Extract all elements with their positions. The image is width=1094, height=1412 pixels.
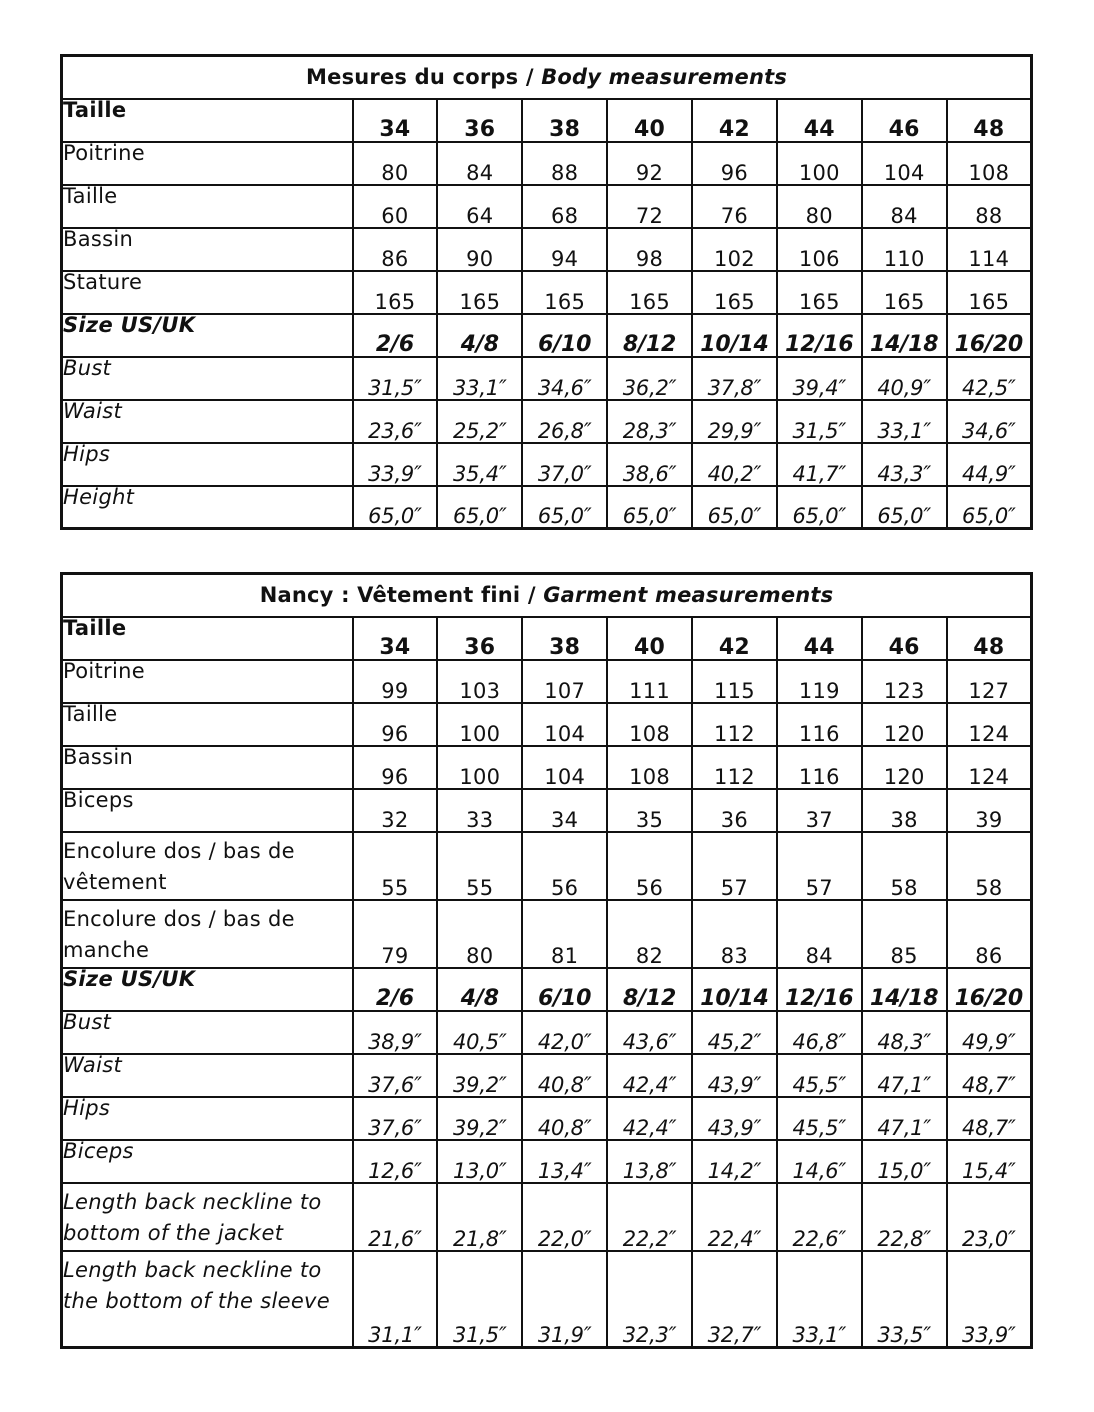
table-cell: 56 bbox=[522, 832, 607, 900]
row-label: Biceps bbox=[62, 1140, 353, 1183]
table-cell: 84 bbox=[777, 900, 862, 968]
table-cell: 14/18 bbox=[862, 314, 947, 357]
table-cell: 99 bbox=[353, 660, 438, 703]
row-label: Waist bbox=[62, 1054, 353, 1097]
table-cell: 76 bbox=[692, 185, 777, 228]
row-label: Poitrine bbox=[62, 660, 353, 703]
table-cell: 38 bbox=[522, 99, 607, 142]
table-cell: 37,8″ bbox=[692, 357, 777, 400]
table-cell: 115 bbox=[692, 660, 777, 703]
row-label: Hips bbox=[62, 443, 353, 486]
table-cell: 6/10 bbox=[522, 314, 607, 357]
table-cell: 60 bbox=[353, 185, 438, 228]
table-cell: 111 bbox=[607, 660, 692, 703]
table-cell: 25,2″ bbox=[437, 400, 522, 443]
table-cell: 29,9″ bbox=[692, 400, 777, 443]
table-cell: 57 bbox=[777, 832, 862, 900]
table-cell: 65,0″ bbox=[777, 486, 862, 529]
table-cell: 57 bbox=[692, 832, 777, 900]
table-cell: 48,7″ bbox=[947, 1054, 1032, 1097]
table-cell: 165 bbox=[437, 271, 522, 314]
table-row bbox=[62, 1054, 1032, 1097]
table-cell: 14,6″ bbox=[777, 1140, 862, 1183]
table-cell: 98 bbox=[607, 228, 692, 271]
table-cell: 40 bbox=[607, 99, 692, 142]
row-label: Taille bbox=[62, 99, 353, 142]
table-cell: 45,5″ bbox=[777, 1097, 862, 1140]
table-cell: 41,7″ bbox=[777, 443, 862, 486]
table-cell: 37,6″ bbox=[353, 1097, 438, 1140]
table-cell: 13,0″ bbox=[437, 1140, 522, 1183]
table-cell: 65,0″ bbox=[692, 486, 777, 529]
table-cell: 32,3″ bbox=[607, 1251, 692, 1348]
table-cell: 34,6″ bbox=[522, 357, 607, 400]
table-row bbox=[62, 1183, 1032, 1251]
table-cell: 124 bbox=[947, 703, 1032, 746]
table-cell: 12/16 bbox=[777, 968, 862, 1011]
table-cell: 123 bbox=[862, 660, 947, 703]
table-cell: 33,9″ bbox=[947, 1251, 1032, 1348]
table-cell: 45,2″ bbox=[692, 1011, 777, 1054]
row-label: Size US/UK bbox=[62, 968, 353, 1011]
table-row bbox=[62, 1140, 1032, 1183]
table-cell: 79 bbox=[353, 900, 438, 968]
table-cell: 104 bbox=[522, 703, 607, 746]
table-cell: 36,2″ bbox=[607, 357, 692, 400]
table-cell: 116 bbox=[777, 746, 862, 789]
table-cell: 119 bbox=[777, 660, 862, 703]
table-cell: 38,6″ bbox=[607, 443, 692, 486]
table-cell: 48 bbox=[947, 99, 1032, 142]
table-cell: 15,4″ bbox=[947, 1140, 1032, 1183]
table-cell: 2/6 bbox=[353, 968, 438, 1011]
body-table-rows bbox=[62, 99, 1032, 529]
table-cell: 13,4″ bbox=[522, 1140, 607, 1183]
garment-table-title-en: Garment measurements bbox=[543, 582, 834, 607]
table-cell: 12/16 bbox=[777, 314, 862, 357]
table-cell: 96 bbox=[353, 703, 438, 746]
table-cell: 55 bbox=[437, 832, 522, 900]
table-row bbox=[62, 314, 1032, 357]
table-row bbox=[62, 1097, 1032, 1140]
table-cell: 116 bbox=[777, 703, 862, 746]
table-cell: 48,7″ bbox=[947, 1097, 1032, 1140]
table-cell: 44 bbox=[777, 99, 862, 142]
row-label: Bust bbox=[62, 1011, 353, 1054]
table-cell: 13,8″ bbox=[607, 1140, 692, 1183]
row-label: Bassin bbox=[62, 228, 353, 271]
table-cell: 34 bbox=[522, 789, 607, 832]
table-cell: 64 bbox=[437, 185, 522, 228]
table-cell: 33,1″ bbox=[862, 400, 947, 443]
table-cell: 22,2″ bbox=[607, 1183, 692, 1251]
table-cell: 31,9″ bbox=[522, 1251, 607, 1348]
table-cell: 165 bbox=[862, 271, 947, 314]
table-cell: 14,2″ bbox=[692, 1140, 777, 1183]
table-cell: 44,9″ bbox=[947, 443, 1032, 486]
table-cell: 42,4″ bbox=[607, 1097, 692, 1140]
table-cell: 33,5″ bbox=[862, 1251, 947, 1348]
table-cell: 100 bbox=[437, 703, 522, 746]
table-row bbox=[62, 486, 1032, 529]
table-cell: 104 bbox=[522, 746, 607, 789]
table-cell: 80 bbox=[437, 900, 522, 968]
table-cell: 14/18 bbox=[862, 968, 947, 1011]
table-cell: 23,0″ bbox=[947, 1183, 1032, 1251]
table-cell: 72 bbox=[607, 185, 692, 228]
garment-table-rows bbox=[62, 617, 1032, 1348]
table-cell: 35 bbox=[607, 789, 692, 832]
table-cell: 22,4″ bbox=[692, 1183, 777, 1251]
table-cell: 48 bbox=[947, 617, 1032, 660]
table-cell: 22,8″ bbox=[862, 1183, 947, 1251]
table-row bbox=[62, 1011, 1032, 1054]
table-cell: 44 bbox=[777, 617, 862, 660]
table-cell: 80 bbox=[777, 185, 862, 228]
table-row bbox=[62, 900, 1032, 968]
table-cell: 88 bbox=[522, 142, 607, 185]
table-cell: 39,2″ bbox=[437, 1054, 522, 1097]
table-cell: 35,4″ bbox=[437, 443, 522, 486]
row-label: Bust bbox=[62, 357, 353, 400]
table-cell: 10/14 bbox=[692, 968, 777, 1011]
body-table-title bbox=[62, 56, 1032, 99]
table-cell: 39,4″ bbox=[777, 357, 862, 400]
table-row bbox=[62, 789, 1032, 832]
row-label: Encolure dos / bas de manche bbox=[62, 900, 353, 968]
table-cell: 112 bbox=[692, 746, 777, 789]
row-label: Taille bbox=[62, 703, 353, 746]
table-row bbox=[62, 357, 1032, 400]
table-cell: 165 bbox=[947, 271, 1032, 314]
row-label: Poitrine bbox=[62, 142, 353, 185]
table-cell: 22,6″ bbox=[777, 1183, 862, 1251]
row-label: Stature bbox=[62, 271, 353, 314]
table-cell: 110 bbox=[862, 228, 947, 271]
table-row bbox=[62, 400, 1032, 443]
table-cell: 127 bbox=[947, 660, 1032, 703]
table-cell: 46,8″ bbox=[777, 1011, 862, 1054]
table-cell: 108 bbox=[947, 142, 1032, 185]
table-cell: 31,5″ bbox=[777, 400, 862, 443]
table-cell: 34 bbox=[353, 617, 438, 660]
table-cell: 40,9″ bbox=[862, 357, 947, 400]
table-cell: 65,0″ bbox=[353, 486, 438, 529]
table-cell: 92 bbox=[607, 142, 692, 185]
table-cell: 43,9″ bbox=[692, 1097, 777, 1140]
table-cell: 107 bbox=[522, 660, 607, 703]
table-cell: 124 bbox=[947, 746, 1032, 789]
table-cell: 120 bbox=[862, 746, 947, 789]
table-cell: 165 bbox=[353, 271, 438, 314]
table-row bbox=[62, 142, 1032, 185]
table-cell: 40,2″ bbox=[692, 443, 777, 486]
table-cell: 80 bbox=[353, 142, 438, 185]
table-row bbox=[62, 746, 1032, 789]
table-cell: 108 bbox=[607, 746, 692, 789]
table-cell: 65,0″ bbox=[607, 486, 692, 529]
table-cell: 96 bbox=[353, 746, 438, 789]
body-measurements-table bbox=[60, 54, 1033, 530]
table-cell: 82 bbox=[607, 900, 692, 968]
body-table-title-en: Body measurements bbox=[541, 64, 788, 89]
table-cell: 12,6″ bbox=[353, 1140, 438, 1183]
table-cell: 102 bbox=[692, 228, 777, 271]
table-cell: 100 bbox=[777, 142, 862, 185]
table-cell: 40,8″ bbox=[522, 1097, 607, 1140]
table-cell: 65,0″ bbox=[862, 486, 947, 529]
table-cell: 36 bbox=[692, 789, 777, 832]
table-cell: 16/20 bbox=[947, 314, 1032, 357]
table-cell: 165 bbox=[692, 271, 777, 314]
table-cell: 33,1″ bbox=[437, 357, 522, 400]
table-cell: 104 bbox=[862, 142, 947, 185]
table-cell: 86 bbox=[947, 900, 1032, 968]
table-row bbox=[62, 185, 1032, 228]
table-cell: 40,5″ bbox=[437, 1011, 522, 1054]
table-cell: 21,6″ bbox=[353, 1183, 438, 1251]
table-cell: 10/14 bbox=[692, 314, 777, 357]
table-cell: 42 bbox=[692, 617, 777, 660]
row-label: Waist bbox=[62, 400, 353, 443]
table-cell: 34,6″ bbox=[947, 400, 1032, 443]
table-cell: 40 bbox=[607, 617, 692, 660]
table-cell: 68 bbox=[522, 185, 607, 228]
table-cell: 42,5″ bbox=[947, 357, 1032, 400]
row-label: Height bbox=[62, 486, 353, 529]
table-cell: 31,5″ bbox=[437, 1251, 522, 1348]
table-cell: 112 bbox=[692, 703, 777, 746]
table-row bbox=[62, 832, 1032, 900]
table-cell: 38 bbox=[522, 617, 607, 660]
table-cell: 86 bbox=[353, 228, 438, 271]
row-label: Size US/UK bbox=[62, 314, 353, 357]
table-cell: 48,3″ bbox=[862, 1011, 947, 1054]
table-cell: 23,6″ bbox=[353, 400, 438, 443]
table-cell: 46 bbox=[862, 617, 947, 660]
table-cell: 114 bbox=[947, 228, 1032, 271]
table-cell: 96 bbox=[692, 142, 777, 185]
table-cell: 28,3″ bbox=[607, 400, 692, 443]
table-cell: 33,1″ bbox=[777, 1251, 862, 1348]
table-cell: 40,8″ bbox=[522, 1054, 607, 1097]
table-cell: 26,8″ bbox=[522, 400, 607, 443]
table-cell: 85 bbox=[862, 900, 947, 968]
table-cell: 37,0″ bbox=[522, 443, 607, 486]
table-cell: 84 bbox=[437, 142, 522, 185]
table-cell: 31,1″ bbox=[353, 1251, 438, 1348]
table-row bbox=[62, 99, 1032, 142]
table-cell: 36 bbox=[437, 99, 522, 142]
table-cell: 31,5″ bbox=[353, 357, 438, 400]
table-row bbox=[62, 968, 1032, 1011]
table-cell: 49,9″ bbox=[947, 1011, 1032, 1054]
table-cell: 33 bbox=[437, 789, 522, 832]
table-cell: 34 bbox=[353, 99, 438, 142]
table-cell: 42 bbox=[692, 99, 777, 142]
table-cell: 22,0″ bbox=[522, 1183, 607, 1251]
garment-table-title bbox=[62, 574, 1032, 617]
table-cell: 16/20 bbox=[947, 968, 1032, 1011]
row-label: Biceps bbox=[62, 789, 353, 832]
table-cell: 4/8 bbox=[437, 968, 522, 1011]
table-cell: 15,0″ bbox=[862, 1140, 947, 1183]
table-cell: 32 bbox=[353, 789, 438, 832]
table-cell: 32,7″ bbox=[692, 1251, 777, 1348]
table-cell: 47,1″ bbox=[862, 1054, 947, 1097]
table-cell: 39 bbox=[947, 789, 1032, 832]
table-cell: 8/12 bbox=[607, 968, 692, 1011]
table-cell: 108 bbox=[607, 703, 692, 746]
table-cell: 8/12 bbox=[607, 314, 692, 357]
table-cell: 65,0″ bbox=[522, 486, 607, 529]
table-cell: 56 bbox=[607, 832, 692, 900]
table-cell: 4/8 bbox=[437, 314, 522, 357]
garment-table-title-fr: Nancy : Vêtement fini / bbox=[259, 582, 544, 607]
table-cell: 45,5″ bbox=[777, 1054, 862, 1097]
table-cell: 33,9″ bbox=[353, 443, 438, 486]
table-cell: 100 bbox=[437, 746, 522, 789]
row-label: Length back neckline to bottom of the jacket bbox=[62, 1183, 353, 1251]
row-label: Hips bbox=[62, 1097, 353, 1140]
table-row bbox=[62, 443, 1032, 486]
table-cell: 58 bbox=[862, 832, 947, 900]
table-cell: 21,8″ bbox=[437, 1183, 522, 1251]
table-cell: 36 bbox=[437, 617, 522, 660]
row-label: Encolure dos / bas de vêtement bbox=[62, 832, 353, 900]
table-cell: 43,9″ bbox=[692, 1054, 777, 1097]
table-row bbox=[62, 660, 1032, 703]
table-cell: 47,1″ bbox=[862, 1097, 947, 1140]
table-row bbox=[62, 617, 1032, 660]
table-cell: 103 bbox=[437, 660, 522, 703]
table-cell: 84 bbox=[862, 185, 947, 228]
table-cell: 58 bbox=[947, 832, 1032, 900]
table-cell: 106 bbox=[777, 228, 862, 271]
table-cell: 39,2″ bbox=[437, 1097, 522, 1140]
body-table-title-fr: Mesures du corps / bbox=[306, 64, 542, 89]
row-label: Length back neckline to the bottom of the sleeve bbox=[62, 1251, 353, 1348]
table-cell: 165 bbox=[607, 271, 692, 314]
table-cell: 81 bbox=[522, 900, 607, 968]
table-row bbox=[62, 1251, 1032, 1348]
table-row bbox=[62, 271, 1032, 314]
table-cell: 43,6″ bbox=[607, 1011, 692, 1054]
table-row bbox=[62, 703, 1032, 746]
table-cell: 42,0″ bbox=[522, 1011, 607, 1054]
row-label: Taille bbox=[62, 185, 353, 228]
table-cell: 90 bbox=[437, 228, 522, 271]
table-cell: 43,3″ bbox=[862, 443, 947, 486]
table-cell: 88 bbox=[947, 185, 1032, 228]
table-cell: 46 bbox=[862, 99, 947, 142]
table-cell: 38 bbox=[862, 789, 947, 832]
table-cell: 37,6″ bbox=[353, 1054, 438, 1097]
garment-measurements-table bbox=[60, 572, 1033, 1349]
table-cell: 2/6 bbox=[353, 314, 438, 357]
table-cell: 55 bbox=[353, 832, 438, 900]
table-cell: 37 bbox=[777, 789, 862, 832]
table-cell: 120 bbox=[862, 703, 947, 746]
table-cell: 38,9″ bbox=[353, 1011, 438, 1054]
table-cell: 65,0″ bbox=[947, 486, 1032, 529]
table-cell: 83 bbox=[692, 900, 777, 968]
table-cell: 94 bbox=[522, 228, 607, 271]
table-cell: 6/10 bbox=[522, 968, 607, 1011]
row-label: Bassin bbox=[62, 746, 353, 789]
table-cell: 165 bbox=[777, 271, 862, 314]
table-row bbox=[62, 228, 1032, 271]
table-cell: 165 bbox=[522, 271, 607, 314]
row-label: Taille bbox=[62, 617, 353, 660]
table-cell: 65,0″ bbox=[437, 486, 522, 529]
table-cell: 42,4″ bbox=[607, 1054, 692, 1097]
